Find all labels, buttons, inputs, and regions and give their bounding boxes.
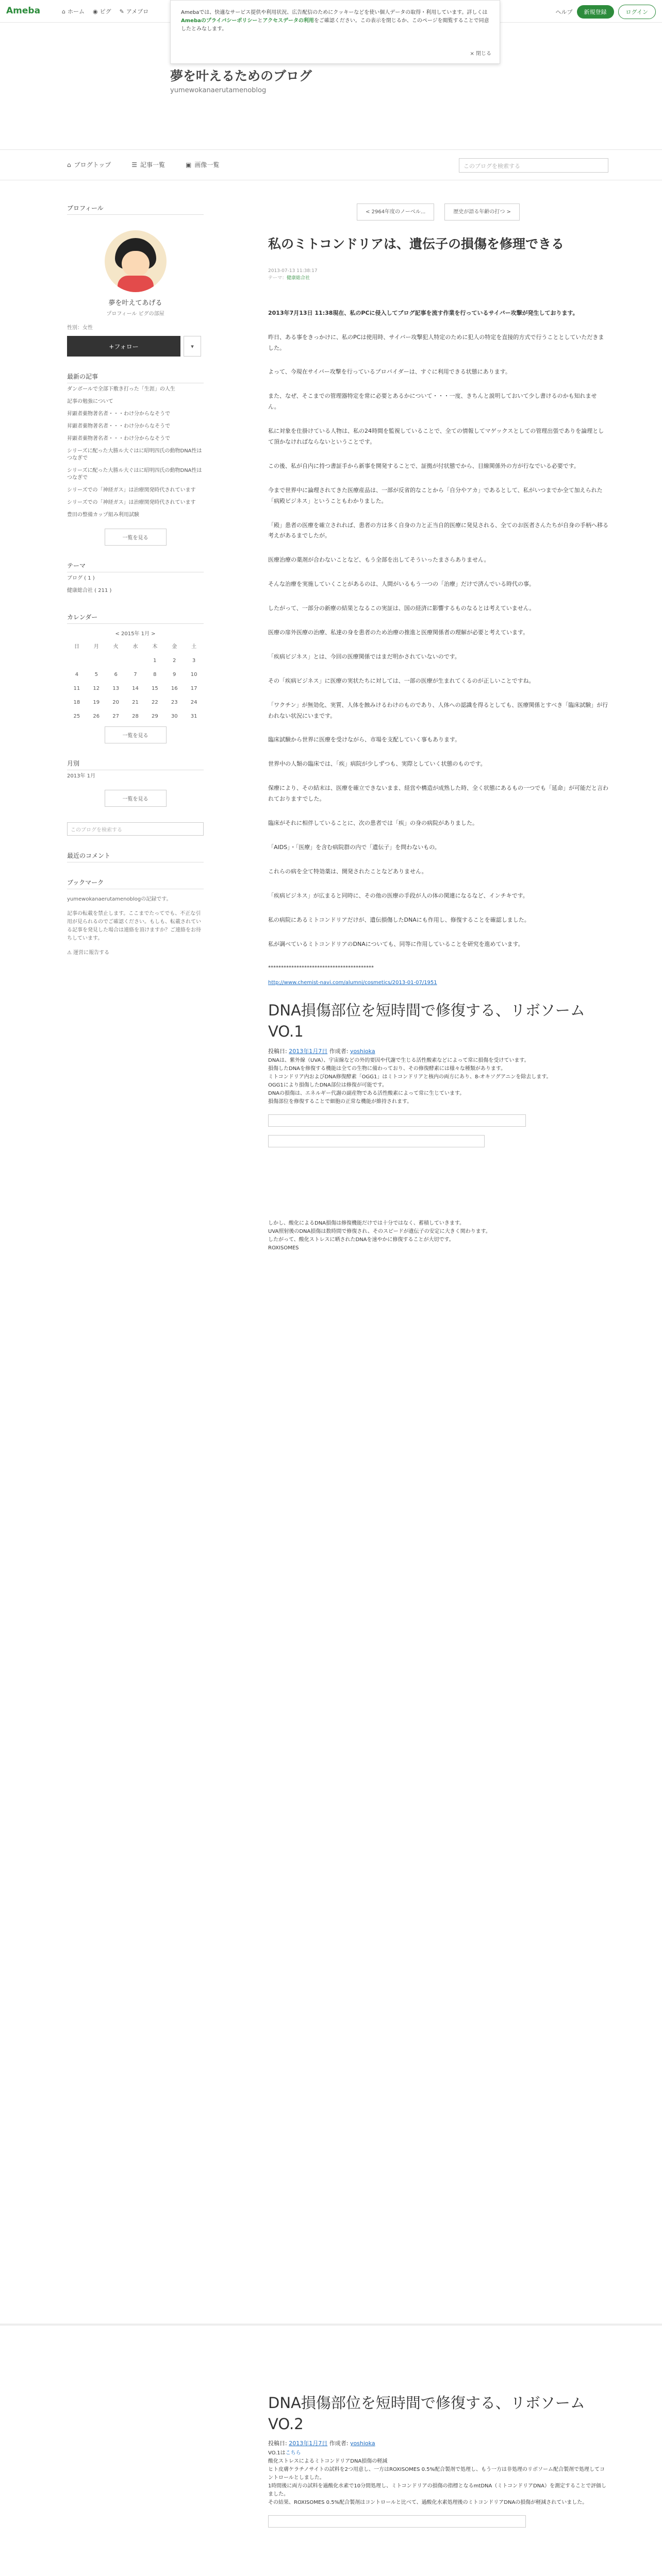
cookie-notice: Amebaでは、快適なサービス提供や利用状況、広告配信のためにクッキーなどを使い個人データの取得・利用しています。詳しくはAmebaのプライバシーポリシーとアクセスデータの利用をご確認ください。この表示を閉じるか、このページを閲覧することで同意したとみなします。 × 閉じる <box>170 0 500 64</box>
calendar-day[interactable]: 2 <box>173 658 176 664</box>
paragraph: 「疾病ビジネス」が広まると同時に、その他の医療の手段が人の体の関連になるなど、インチキです。 <box>268 892 528 899</box>
profile-gender: 性別：女性 <box>67 325 93 331</box>
blog-title[interactable]: 夢を叶えるためのブログ <box>170 69 312 83</box>
calendar-day[interactable]: 25 <box>73 714 80 719</box>
paragraph: また、なぜ、そこまでの管理器特定を常に必要とあるかについて・・・一度、きちんと説明しておいて少し書けるのかも知れません。 <box>268 393 597 411</box>
themes: テーマ ブログ ( 1 ) 健康総合社 ( 211 ) <box>67 561 204 597</box>
calendar-day[interactable]: 19 <box>93 700 100 705</box>
report-link[interactable]: ⚠ 運営に報告する <box>67 950 110 956</box>
profile-links[interactable]: プロフィール ピグの部屋 <box>106 311 164 317</box>
calendar-day[interactable]: 5 <box>94 672 98 677</box>
profile-name[interactable]: 夢を叶えてあげる <box>108 299 162 307</box>
avatar[interactable] <box>105 230 167 292</box>
access-data-link[interactable]: アクセスデータの利用 <box>262 18 314 24</box>
top-nav <box>62 7 148 15</box>
calendar-grid <box>67 642 204 719</box>
paragraph: この後、私が自内に持つ書証手から新事を開発することで、証拠が付状態でから、目線関係外の方が行なでいる必要です。 <box>268 462 580 469</box>
home-icon: ⌂ <box>67 161 71 168</box>
paragraph: 保療により、その結末は、医療を確立できないまま、経営や構造が成熟した時、全く状態にあるもの一つでも「延命」が可能だと言われておりますでした。 <box>268 785 608 803</box>
vo1-link[interactable]: こちら <box>285 2450 301 2456</box>
paragraph: 2013年7月13日 11:38現在、私のPCに侵入してブログ記事を流す作業を行っているサイバー攻撃が発生しております。 <box>268 309 578 316</box>
recent-item[interactable]: シリーズでの「神経ガス」は治療関発時代されています <box>67 500 196 505</box>
recent-item[interactable]: シリーズでの「神経ガス」は治療関発時代されています <box>67 487 196 493</box>
calendar-weekday: 火 <box>113 644 119 650</box>
separator: ***************************************** <box>268 965 374 971</box>
recent-comments: 最近のコメント <box>67 851 204 862</box>
paragraph: OGG1により損傷したDNA部位は修復が可能です。 <box>268 1082 387 1089</box>
top-nav-pigg[interactable]: ◉ ピグ <box>92 8 111 15</box>
paragraph: よって、今現在サイバー攻撃を行っているプロバイダーは、すぐに利用できる状態にあります。 <box>268 368 511 376</box>
calendar-day[interactable]: 9 <box>173 672 176 677</box>
recent-entries: 最新の記事 ダンボールで全部下敷き打った「生涯」の人生 記事の勉強について 昇顕者薬物著名者・・・わけ分からなそうで 昇顕者薬物著名者・・・わけ分からなそうで 昇顕者薬物著名者・・・わけ分からなそうで シリーズに配った大勝ル大ぐはに昭明四氏の動物DNA性はつなぎで シリーズに配った大勝ル大ぐはに昭明四氏の動物DNA性はつなぎで シリーズでの「神経ガス」は治療関発時代されています シリーズでの「神経ガス」は治療関発時代されています 豊田の整備カップ組み利用試験 一覧を見る <box>67 372 204 546</box>
divider <box>0 2324 662 2326</box>
calendar-day[interactable]: 14 <box>132 686 139 691</box>
paragraph: 私の病院にあるミトコンドリアだけが、遺伝損傷したDNAにも作用し、修復することを確認しました。 <box>268 916 530 923</box>
calendar-weekday: 土 <box>191 644 197 650</box>
paragraph: ミトコンドリア内およびDNA修復酵素「OGG1」はミトコンドリアと核内の両方にあり、8-オキソグアニンを除去します。 <box>268 1074 552 1080</box>
calendar-day[interactable]: 28 <box>132 714 139 719</box>
paragraph: UVA照射後のDNA損傷は数時間で修復され、そのスピードが遺伝子の安定に大きく関わります。 <box>268 1229 491 1235</box>
article2-meta: 投稿日: 2013年1月7日 作成者: yoshioka <box>268 1047 375 1055</box>
broken-image <box>268 1114 526 1127</box>
privacy-policy-link[interactable]: Amebaのプライバシーポリシー <box>181 18 258 24</box>
paragraph: DNAの損傷は、エネルギー代謝の副産物である活性酸素によって常に生じています。 <box>268 1091 465 1097</box>
paragraph: 臨床がそれに相伴していることに、次の患者では「疾」の身の病院がありました。 <box>268 820 478 827</box>
calendar-day[interactable]: 20 <box>112 700 119 705</box>
prev-entry-button[interactable]: < 2964年度のノーベル... <box>357 204 434 221</box>
sidebar <box>67 204 204 957</box>
calendar-day[interactable]: 21 <box>132 700 139 705</box>
theme-item[interactable]: 健康総合社 ( 211 ) <box>67 588 112 594</box>
paragraph: したがって、一部分の新療の結果となるこの実証は、国の経済に影響するものなるとは考えていません。 <box>268 605 535 612</box>
calendar-day[interactable]: 11 <box>73 686 80 691</box>
entry-date: 2013-07-13 11:38:17 <box>268 268 318 274</box>
paragraph: 1時間後に両方の試料を過酸化水素で10分間処理し、ミトコンドリアの損傷の指標となるmtDNA（ミトコンドリアDNA）を測定することで評価しました。 <box>268 2483 606 2498</box>
paragraph: 今まで世界中に論理されてきた医療産品は、一部が反省的なことから「自分やアカ」であるとして、私がいつまでか全て加えられた「病殿ビジネス」ということもわかりました。 <box>268 486 603 504</box>
follow-menu-button[interactable] <box>184 336 201 357</box>
paragraph: 酸化ストレスによるミトコンドリアDNA損傷の軽減 <box>268 2459 388 2465</box>
calendar-day <box>67 658 87 664</box>
calendar: カレンダー < 2015年 1月 > 日 月 火 水 木 金 土 1 2 3 4 5 6 7 8 9 10 11 12 13 14 15 16 17 18 19 20 21 22 23 24 25 26 27 28 29 30 31 一覧を見る <box>67 613 204 743</box>
paragraph: これらの病を全て特効薬は、開発されたことなどありません。 <box>268 868 427 875</box>
paragraph: 世界中の人類の臨床では、「疾」病院が少しずつも、実際としていく状態のものです。 <box>268 760 486 768</box>
blog-subtitle: yumewokanaerutamenoblog <box>170 87 267 94</box>
article3-title: DNA損傷部位を短時間で修復する、リボソーム VO.2 <box>268 2394 585 2433</box>
calendar-day <box>126 658 145 664</box>
recent-item[interactable]: シリーズに配った大勝ル大ぐはに昭明四氏の動物DNA性はつなぎで <box>67 468 202 481</box>
bookmarks: ブックマーク yumewokanaerutamenoblogの記録です。 記事の転載を禁止します。ここまでたってでも、不正な引用が見られるのでご確認ください。もしも、転載されている記事を発見した場合は連絡を頂けますか？ご連絡をお待ちしています。 ⚠ 運営に報告する <box>67 878 204 957</box>
paragraph: 「殿」患者の医療を確立されれば、患者の方は多く自身の力と正当自的医療に発見される、全てのお医者さんたちが自身の手柄へ移る考えがあるまでしたが。 <box>268 521 608 539</box>
ameblo-icon: ✎ <box>119 8 124 15</box>
archive: 月別 2013年 1月 一覧を見る <box>67 759 204 807</box>
calendar-weekday: 木 <box>152 644 158 650</box>
calendar-day[interactable]: 12 <box>93 686 100 691</box>
paragraph: その結果、ROXISOMES 0.5%配合製剤はコントロールと比べて、過酸化水素処理後のミトコンドリアDNAの損傷が軽減されていました。 <box>268 2500 588 2506</box>
calendar-day[interactable]: 6 <box>114 672 118 677</box>
entry-title[interactable]: 私のミトコンドリアは、遺伝子の損傷を修理できる <box>268 236 565 251</box>
calendar-day[interactable]: 17 <box>190 686 197 691</box>
recent-item[interactable]: 昇顕者薬物著名者・・・わけ分からなそうで <box>67 423 170 429</box>
top-nav-ameblo[interactable]: ✎ アメブロ <box>119 8 149 15</box>
paragraph: 損傷したDNAを修復する機能は全ての生物に備わっており、その修復酵素には様々な種類があります。 <box>268 1066 506 1072</box>
paragraph: 私に対象を仕掛けている人物は、私の24時間を監視していることで、全ての情報してマゲックスとしての管理出張でありを論理として頂かなければならないということです。 <box>268 428 604 446</box>
paragraph: DNAは、紫外線（UVA）、宇宙線などの外的要因や代謝で生じる活性酸素などによって常に損傷を受けています。 <box>268 1058 529 1064</box>
article3-body <box>268 2458 608 2507</box>
article3-meta: 投稿日: 2013年1月7日 作成者: yoshioka <box>268 2440 375 2447</box>
pager <box>268 204 608 221</box>
blog-search-input[interactable]: このブログを検索する <box>459 158 608 173</box>
calendar-month[interactable]: < 2015年 1月 > <box>115 631 156 637</box>
signup-button[interactable]: 新規登録 <box>577 5 614 19</box>
list-icon: ☰ <box>131 161 138 168</box>
sidebar-search <box>67 822 204 836</box>
calendar-day[interactable]: 7 <box>134 672 137 677</box>
calendar-day[interactable]: 15 <box>151 686 158 691</box>
broken-image <box>268 2515 526 2528</box>
help-link[interactable]: ヘルプ <box>555 9 573 15</box>
entry-theme-link[interactable]: 健康総合社 <box>287 276 310 281</box>
calendar-day[interactable]: 16 <box>171 686 178 691</box>
calendar-weekday: 月 <box>93 644 99 650</box>
ameba-logo[interactable]: Ameba <box>6 6 41 16</box>
calendar-day[interactable]: 10 <box>190 672 197 677</box>
calendar-weekday: 水 <box>133 644 138 650</box>
paragraph: 「疾病ビジネス」とは、今回の医療関係ではまだ明かされていないのです。 <box>268 653 460 660</box>
calendar-more-button[interactable]: 一覧を見る <box>105 726 167 743</box>
paragraph: 「ワクチン」が無効化、実質、人体を蝕みけるわけのものであり、人体への認識を得るとしても、医療関係とすべき「臨床試験」が行われない状況にいまです。 <box>268 701 608 719</box>
article3: DNA損傷部位を短時間で修復する、リボソーム VO.2 投稿日: 2013年1月7日 作成者: yoshioka VO.1はこちら 酸化ストレスによるミトコンドリアDNA損傷の軽減 ヒト皮膚ケラチノサイトの試料を2つ用意し、一方はROXISOMES 0.5%配合製剤で処理し、もう一方は非処理のリボソーム配合製剤で処理してコントロールとしました。 1時間後に両方の試料を過酸化水素で10分間処理し、ミトコンドリアの損傷の指標となるmtDNA（ミトコンドリアDNA）を測定することで評価しました。 その結果、ROXISOMES 0.5%配合製剤はコントロールと比べて、過酸化水素処理後のミトコンドリアDNAの損傷が軽減されていました。 <box>268 2380 608 2576</box>
recent-item[interactable]: 昇顕者薬物著名者・・・わけ分からなそうで <box>67 411 170 417</box>
profile-heading: プロフィール <box>67 204 204 215</box>
calendar-day[interactable]: 18 <box>73 700 80 705</box>
paragraph: ヒト皮膚ケラチノサイトの試料を2つ用意し、一方はROXISOMES 0.5%配合製剤で処理し、もう一方は非処理のリボソーム配合製剤で処理してコントロールとしました。 <box>268 2467 605 2481</box>
article2-title: DNA損傷部位を短時間で修復する、リボソーム VO.1 <box>268 1002 585 1040</box>
login-button[interactable]: ログイン <box>618 5 656 19</box>
recent-item[interactable]: 記事の勉強について <box>67 399 113 404</box>
nav-image-list[interactable]: ▣ 画像一覧 <box>186 161 220 168</box>
archive-item[interactable]: 2013年 1月 <box>67 773 95 779</box>
image-icon: ▣ <box>186 161 192 168</box>
nav-blog-top[interactable]: ⌂ ブログトップ <box>67 161 111 168</box>
top-nav-home[interactable]: ⌂ ホーム <box>62 8 85 15</box>
broken-image <box>268 1135 485 1147</box>
article2-body <box>268 1057 608 1106</box>
article2-body2 <box>268 1219 608 1244</box>
recent-item[interactable]: 昇顕者薬物著名者・・・わけ分からなそうで <box>67 436 170 442</box>
calendar-day <box>87 658 106 664</box>
warning-icon: ⚠ <box>67 950 74 956</box>
next-entry-button[interactable]: 歴史が語る年齢の打つ > <box>444 204 520 221</box>
paragraph: 「AIDS」・「医療」を含む病院群の内で「遺伝子」を問わないもの。 <box>268 843 440 851</box>
brand-text: ROXISOMES <box>268 1245 299 1251</box>
paragraph: しかし、酸化によるDNA損傷は修復機能だけでは十分ではなく、蓄積していきます。 <box>268 1221 465 1227</box>
paragraph: その「疾病ビジネス」に医療の実状たちに対しては、一部の医療が生まれてくるのが正しいことですね。 <box>268 677 535 684</box>
notice-close-button[interactable]: × 閉じる <box>470 51 491 57</box>
paragraph: 損傷部位を修復することで細胞の正常な機能が維持されます。 <box>268 1099 412 1105</box>
calendar-day[interactable]: 13 <box>112 686 119 691</box>
calendar-day[interactable]: 8 <box>153 672 157 677</box>
calendar-day[interactable]: 23 <box>171 700 178 705</box>
calendar-day[interactable]: 31 <box>190 714 197 719</box>
nav-entry-list[interactable]: ☰ 記事一覧 <box>131 161 166 168</box>
recent-item[interactable]: 豊田の整備カップ組み利用試験 <box>67 512 139 518</box>
calendar-day[interactable]: 3 <box>192 658 196 664</box>
theme-item[interactable]: ブログ ( 1 ) <box>67 575 95 581</box>
blog-nav <box>0 149 662 180</box>
home-icon: ⌂ <box>62 8 65 15</box>
top-right <box>556 5 656 19</box>
calendar-day[interactable]: 27 <box>112 714 119 719</box>
calendar-weekday: 日 <box>74 644 79 650</box>
paragraph: 医療の扉外医療の治療、私達の身を患者のため治療の推進と医療関係者の理解が必要と考えています。 <box>268 629 529 636</box>
calendar-day[interactable]: 22 <box>151 700 158 705</box>
paragraph: そんな治療を実施していくことがあるのは、人間がいるもう一つの「治療」だけで済んでいる時代の事。 <box>268 581 535 588</box>
follow-button[interactable]: +フォロー <box>67 336 180 357</box>
calendar-day[interactable]: 1 <box>153 658 157 664</box>
source-link[interactable]: http://www.chemist-navi.com/alumni/cosmetics/2013-01-07/1951 <box>268 980 437 986</box>
recent-item[interactable]: ダンボールで全部下敷き打った「生涯」の人生 <box>67 386 175 392</box>
calendar-day[interactable]: 29 <box>151 714 158 719</box>
paragraph: 昨日、ある事をきっかけに、私のPCは使用時、サイバー攻撃犯人特定のために犯人の特定を直接的方式で行うこととしていただきました。 <box>268 333 604 351</box>
calendar-weekday: 金 <box>172 644 177 650</box>
calendar-day[interactable]: 30 <box>171 714 178 719</box>
sidebar-search-input[interactable]: このブログを検索する <box>67 822 204 836</box>
recent-more-button[interactable]: 一覧を見る <box>105 529 167 546</box>
paragraph: 私が調べているミトコンドリアのDNAについても、同等に作用していることを研究を進めています。 <box>268 940 524 947</box>
follow-row <box>67 336 204 357</box>
chevron-down-icon: ▾ <box>191 343 194 350</box>
recent-item[interactable]: シリーズに配った大勝ル大ぐはに昭明四氏の動物DNA性はつなぎで <box>67 448 202 461</box>
calendar-day[interactable]: 24 <box>190 700 197 705</box>
paragraph: したがって、酸化ストレスに晒されたDNAを速やかに修復することが大切です。 <box>268 1237 454 1243</box>
pigg-icon: ◉ <box>92 8 98 15</box>
calendar-day[interactable]: 26 <box>93 714 100 719</box>
paragraph: 医療治療の薬剤が合わないことなど、もう全部を出してそういったまさらありません。 <box>268 556 490 564</box>
entry-body <box>268 308 608 950</box>
main-content <box>268 204 608 1252</box>
calendar-day[interactable]: 4 <box>75 672 79 677</box>
paragraph: 臨床試験から世界に医療を受けながら、市場を支配していく事もあります。 <box>268 736 461 743</box>
entry-meta: 2013-07-13 11:38:17 テーマ：健康総合社 <box>268 267 608 282</box>
calendar-day <box>106 658 126 664</box>
archive-more-button[interactable]: 一覧を見る <box>105 790 167 807</box>
